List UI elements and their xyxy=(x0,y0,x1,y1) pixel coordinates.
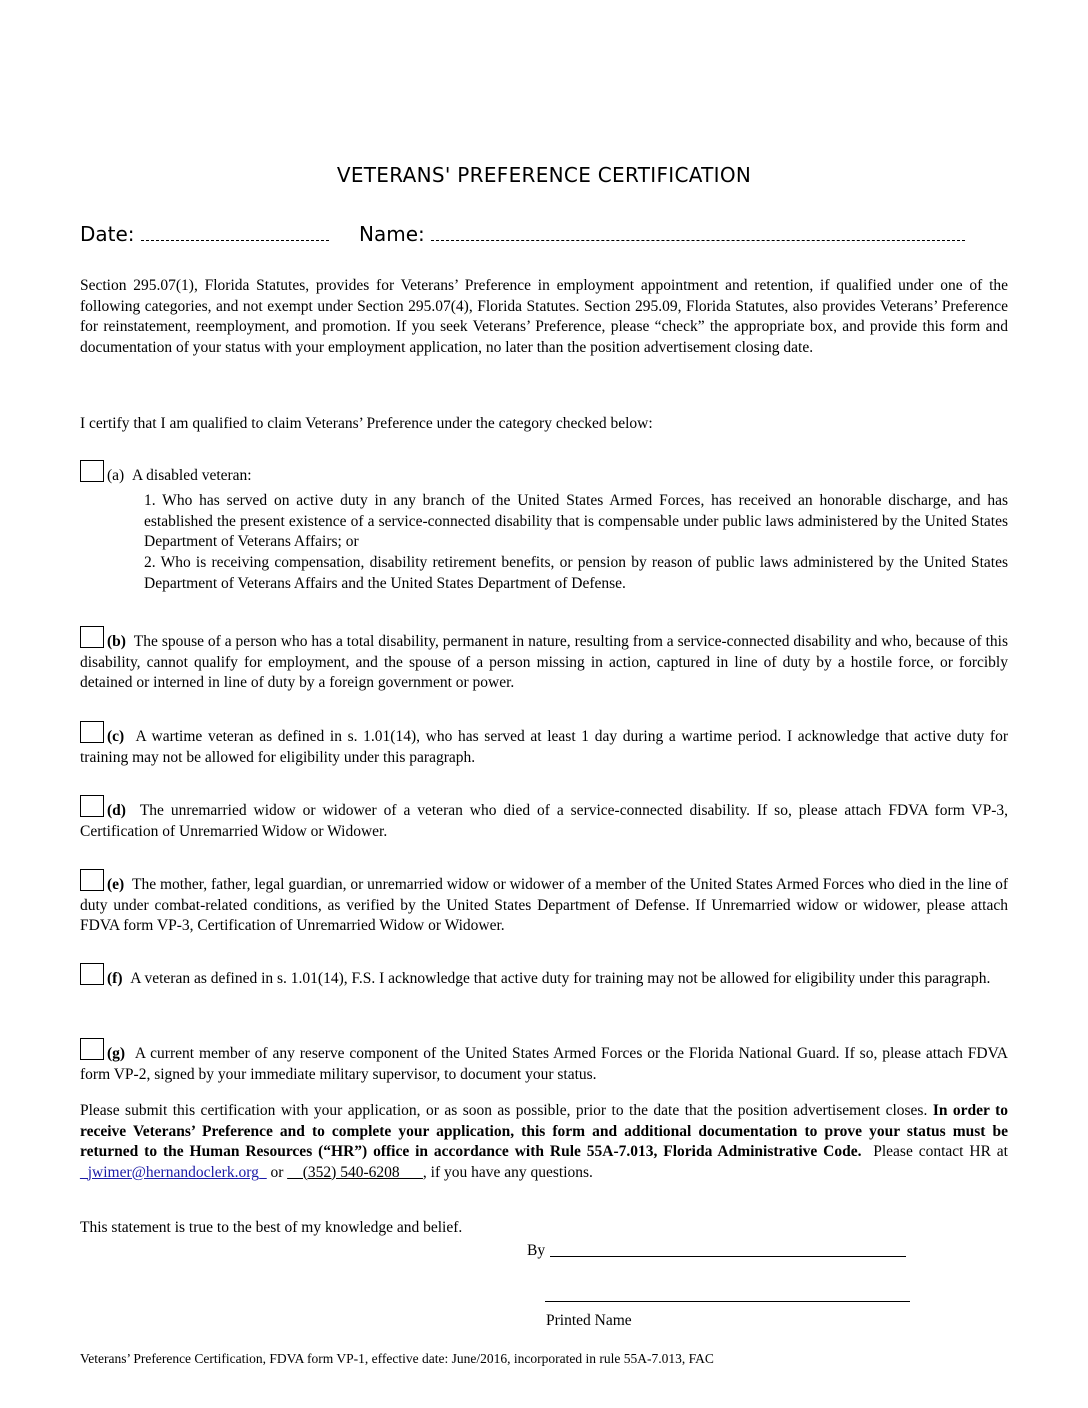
name-label: Name: xyxy=(359,222,425,246)
submission-paragraph xyxy=(80,1101,1008,1183)
item-b-text: The spouse of a person who has a total disability, permanent in nature, resulting from a service-connected disability and who, because of this disability, cannot qualify for employment, and the spouse of a person missing in action, captured in line of duty by a hostile force, or forcibly detained or interned in line of duty by a foreign government or power. xyxy=(80,633,1008,691)
item-g-tag: (g) xyxy=(107,1045,126,1062)
checkbox-b[interactable] xyxy=(80,626,104,648)
item-c xyxy=(80,721,1008,768)
printed-name-line[interactable] xyxy=(545,1301,910,1302)
submission-plain: Please submit this certification with your application, or as soon as possible, prior to the date that the position advertisement closes. xyxy=(80,1102,928,1119)
date-field[interactable] xyxy=(80,222,329,246)
name-blank[interactable] xyxy=(431,222,965,241)
certify-statement: I certify that I am qualified to claim Veterans’ Preference under the category checked below: xyxy=(80,415,653,432)
date-label: Date: xyxy=(80,222,135,246)
date-blank[interactable] xyxy=(141,222,329,241)
form-title: VETERANS' PREFERENCE CERTIFICATION xyxy=(336,163,752,187)
by-label: By xyxy=(527,1242,546,1259)
checkbox-a[interactable] xyxy=(80,460,104,482)
checkbox-d[interactable] xyxy=(80,795,104,817)
item-g xyxy=(80,1038,1008,1085)
contact-suffix: , if you have any questions. xyxy=(422,1163,593,1181)
item-f-tag: (f) xyxy=(107,970,123,987)
true-statement: This statement is true to the best of my knowledge and belief. xyxy=(80,1219,463,1236)
signature-line[interactable] xyxy=(550,1256,906,1257)
item-c-text: A wartime veteran as defined in s. 1.01(14), who has served at least 1 day during a wartime period. I acknowledge that active duty for training may not be allowed for eligibility under this paragraph. xyxy=(80,728,1009,766)
item-a-sub2: 2. Who is receiving compensation, disability retirement benefits, or pension by reason of public laws administered by the United States Department of Veterans Affairs and the United States Department of Defense. xyxy=(144,554,1008,592)
item-a-tag: (a) xyxy=(107,467,125,484)
item-e-tag: (e) xyxy=(107,876,125,893)
checkbox-e[interactable] xyxy=(80,869,104,891)
item-c-tag: (c) xyxy=(107,728,125,745)
intro-paragraph: Section 295.07(1), Florida Statutes, provides for Veterans’ Preference in employment appointment and retention, if qualified under one of the following categories, and not exempt under Section 295.07(4), Florida Statutes. Section 295.09, Florida Statutes, also provides Veterans’ Preference for reinstatement, reemployment, and promotion. If you seek Veterans’ Preference, please “check” the appropriate box, and provide this form and documentation of your status with your employment application, no later than the position advertisement closing date. xyxy=(80,277,1008,356)
hr-phone: __(352) 540-6208___ xyxy=(287,1163,423,1181)
printed-name-label: Printed Name xyxy=(546,1312,632,1329)
item-b-tag: (b) xyxy=(107,633,126,650)
item-g-text: A current member of any reserve component of the United States Armed Forces or the Florida National Guard. If so, please attach FDVA form VP-2, signed by your immediate military supervisor, to document your status. xyxy=(80,1045,1008,1083)
hr-email-link[interactable]: _jwimer@hernandoclerk.org_ xyxy=(80,1163,267,1181)
submission-bold: In order to receive Veterans’ Preference and to complete your application, this form and additional documentation to prove your status must be returned to the Human Resources (“HR”) office in accordance with Rule 55A-7.013, Florida Administrative Code. xyxy=(80,1102,1009,1160)
item-a xyxy=(80,460,1008,487)
contact-prefix: Please contact HR at xyxy=(873,1143,1008,1160)
checkbox-f[interactable] xyxy=(80,963,104,985)
contact-or: or xyxy=(270,1163,284,1181)
item-e-text: The mother, father, legal guardian, or unremarried widow or widower of a member of the United States Armed Forces who died in the line of duty under combat-related conditions, as verified by the United States Department of Defense. If Unremarried widow or widower, please attach FDVA form VP-3, Certification of Unremarried Widow or Widower. xyxy=(80,876,1009,934)
item-f-text: A veteran as defined in s. 1.01(14), F.S. I acknowledge that active duty for training may not be allowed for eligibility under this paragraph. xyxy=(130,970,991,987)
item-e xyxy=(80,869,1008,937)
item-a-text: A disabled veteran: xyxy=(131,467,252,484)
checkbox-c[interactable] xyxy=(80,721,104,743)
name-field[interactable] xyxy=(359,222,965,246)
form-footer: Veterans’ Preference Certification, FDVA form VP-1, effective date: June/2016, incorporated in rule 55A-7.013, FAC xyxy=(80,1351,714,1366)
item-d-tag: (d) xyxy=(107,802,126,819)
item-f xyxy=(80,963,1008,990)
item-d-text: The unremarried widow or widower of a veteran who died of a service-connected disability. If so, please attach FDVA form VP-3, Certification of Unremarried Widow or Widower. xyxy=(80,802,1008,840)
checkbox-g[interactable] xyxy=(80,1038,104,1060)
item-a-sub1: 1. Who has served on active duty in any branch of the United States Armed Forces, has received an honorable discharge, and has established the present existence of a service-connected disability that is compensable under public laws administered by the United States Department of Veterans Affairs; or xyxy=(144,492,1008,550)
item-d xyxy=(80,795,1008,842)
item-b xyxy=(80,626,1008,694)
